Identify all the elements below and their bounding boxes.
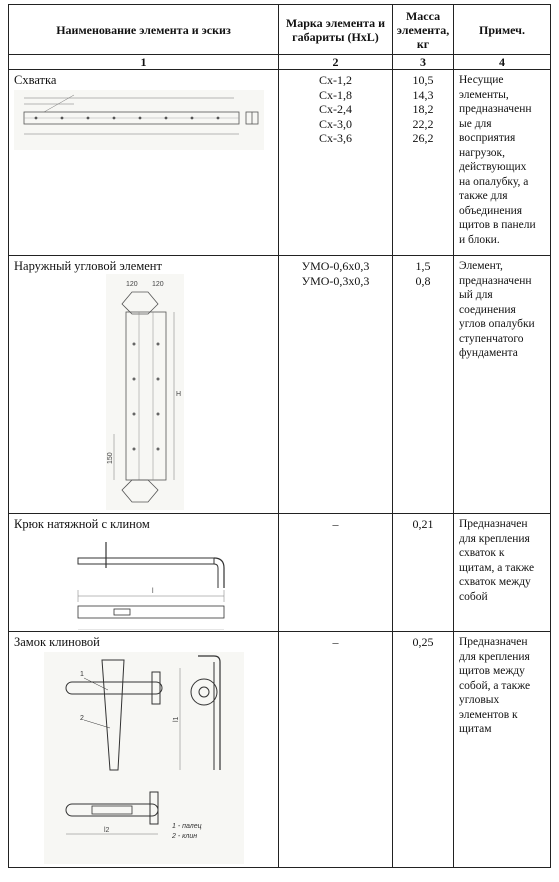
dim-label: 150: [107, 452, 114, 464]
header-note: Примеч.: [454, 5, 551, 55]
note-line: щитам: [459, 723, 492, 735]
mark-cell: [279, 632, 393, 868]
wedge-lock-sketch: [14, 652, 244, 864]
dim-label: l: [152, 588, 154, 595]
note-line: Несущие: [459, 74, 504, 86]
skhvatka-sketch: [14, 90, 264, 150]
mass-cell: [393, 70, 454, 256]
header-name: Наименование элемента и эскиз: [9, 5, 279, 55]
mass-value: 0,25: [412, 635, 434, 649]
mass-value: 26,2: [412, 131, 434, 145]
dim-label: l2: [104, 827, 110, 834]
mark-value: Сх-1,2: [319, 73, 352, 87]
table-row: [9, 632, 551, 868]
note-line: предназначенн: [459, 274, 532, 287]
note-line: схваток между: [459, 576, 531, 588]
header-mass: Масса элемента, кг: [393, 5, 454, 55]
element-name: Схватка: [14, 73, 57, 87]
mark-value: Сх-1,8: [319, 87, 352, 102]
mark-value: Сх-3,0: [319, 116, 352, 131]
note-line: элементов к: [459, 708, 518, 721]
element-cell: [9, 70, 279, 256]
part-number: 1: [80, 671, 84, 678]
mark-value: –: [332, 635, 339, 649]
table-row: [9, 70, 551, 256]
mass-value: 22,2: [412, 116, 434, 131]
mass-cell: [393, 632, 454, 868]
mass-value: 0,21: [412, 517, 434, 531]
note-line: Элемент,: [459, 260, 503, 272]
header-row: [9, 5, 551, 55]
note-cell: [454, 256, 551, 514]
corner-element-sketch: [14, 274, 274, 510]
note-cell: [454, 70, 551, 256]
note-cell: [454, 632, 551, 868]
note-line: действующих: [459, 161, 527, 173]
note-line: ые для: [459, 117, 492, 130]
element-cell: [9, 514, 279, 632]
column-number: 4: [454, 55, 551, 70]
table-row: [9, 514, 551, 632]
legend-line: 1 - палец: [172, 823, 202, 830]
note-line: ый для: [459, 289, 493, 301]
dim-label: 120: [126, 281, 138, 288]
mark-value: УМО-0,3х0,3: [301, 273, 370, 288]
mass-value: 1,5: [415, 259, 431, 273]
note-line: собой: [459, 590, 488, 603]
mark-cell: [279, 514, 393, 632]
mark-value: УМО-0,6х0,3: [301, 259, 370, 273]
note-line: и блоки.: [459, 233, 500, 246]
mass-value: 0,8: [415, 273, 431, 288]
column-number: 1: [9, 55, 279, 70]
part-number: 2: [80, 715, 84, 722]
mark-cell: [279, 256, 393, 514]
mass-value: 10,5: [412, 73, 434, 87]
column-number-row: [9, 55, 551, 70]
element-name: Крюк натяжной с клином: [14, 517, 150, 531]
mass-value: 18,2: [412, 102, 434, 116]
element-cell: [9, 632, 279, 868]
note-line: схваток к: [459, 547, 505, 559]
note-cell: [454, 514, 551, 632]
note-line: щитов в панели: [459, 219, 536, 231]
note-line: собой, а также: [459, 679, 531, 692]
mark-value: Сх-2,4: [319, 102, 352, 116]
table-row: [9, 256, 551, 514]
note-line: нагрузок,: [459, 146, 506, 159]
note-line: соединения: [459, 303, 516, 316]
note-line: фундамента: [459, 347, 518, 359]
dim-label: l1: [173, 716, 180, 722]
dim-label: 120: [152, 281, 164, 288]
note-line: Предназначен: [459, 518, 528, 530]
note-line: щитам, а также: [459, 561, 535, 574]
elements-table: [8, 4, 551, 868]
note-line: объединения: [459, 204, 523, 217]
note-line: также для: [459, 190, 508, 202]
note-line: щитов между: [459, 665, 525, 677]
note-line: элементы,: [459, 88, 509, 101]
mass-cell: [393, 256, 454, 514]
note-line: для крепления: [459, 650, 530, 663]
note-line: на опалубку, а: [459, 175, 529, 188]
note-line: углов опалубки: [459, 318, 535, 330]
column-number: 2: [279, 55, 393, 70]
dim-label: H: [176, 391, 182, 398]
note-line: восприятия: [459, 132, 516, 144]
legend-line: 2 - клин: [172, 833, 198, 840]
hook-sketch: [14, 534, 274, 630]
mark-value: –: [332, 517, 339, 531]
note-line: угловых: [459, 694, 500, 706]
element-name: Наружный угловой элемент: [14, 259, 162, 273]
column-number: 3: [393, 55, 454, 70]
note-line: ступенчатого: [459, 332, 524, 345]
element-name: Замок клиновой: [14, 635, 100, 649]
mark-value: Сх-3,6: [319, 131, 352, 145]
note-line: предназначенн: [459, 103, 532, 115]
mark-cell: [279, 70, 393, 256]
mass-cell: [393, 514, 454, 632]
note-line: Предназначен: [459, 636, 528, 648]
note-line: для крепления: [459, 532, 530, 545]
element-cell: [9, 256, 279, 514]
mass-value: 14,3: [412, 87, 434, 102]
header-mark: Марка элемента и габариты (НхL): [279, 5, 393, 55]
